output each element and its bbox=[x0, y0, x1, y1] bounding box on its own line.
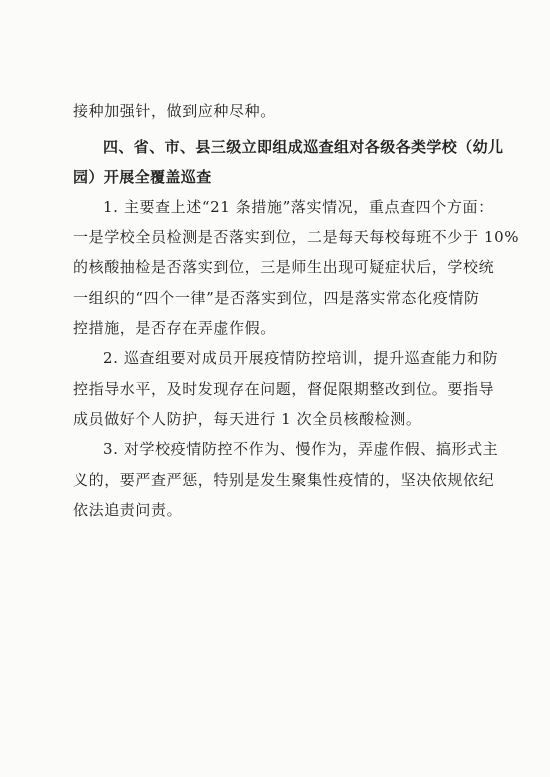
paragraph-2-line: 成员做好个人防护，每天进行 1 次全员核酸检测。 bbox=[73, 410, 422, 428]
section-heading: 四、省、市、县三级立即组成巡查组对各级各类学校（幼儿 bbox=[103, 138, 504, 156]
paragraph-1-line: 控措施，是否存在弄虚作假。 bbox=[73, 319, 276, 337]
paragraph-1-line: 1. 主要查上述“21 条措施”落实情况，重点查四个方面： bbox=[103, 198, 494, 216]
paragraph-1-line: 的核酸抽检是否落实到位，三是师生出现可疑症状后，学校统 bbox=[73, 258, 495, 276]
paragraph-2-line: 2. 巡查组要对成员开展疫情防控培训，提升巡查能力和防 bbox=[103, 349, 499, 367]
paragraph-2-line: 控指导水平，及时发现存在问题，督促限期整改到位。要指导 bbox=[73, 380, 495, 398]
paragraph-3-line: 义的，要严查严惩，特别是发生聚集性疫情的，坚决依规依纪 bbox=[73, 471, 495, 489]
section-heading-continued: 园）开展全覆盖巡查 bbox=[73, 168, 212, 186]
paragraph-3-line: 依法追责问责。 bbox=[73, 501, 183, 519]
body-text-line: 接种加强针，做到应种尽种。 bbox=[73, 102, 276, 120]
paragraph-1-line: 一是学校全员检测是否落实到位，二是每天每校每班不少于 10% bbox=[73, 228, 520, 246]
paragraph-3-line: 3. 对学校疫情防控不作为、慢作为，弄虚作假、搞形式主 bbox=[103, 440, 499, 458]
paragraph-1-line: 一组织的“四个一律”是否落实到位，四是落实常态化疫情防 bbox=[73, 289, 480, 307]
